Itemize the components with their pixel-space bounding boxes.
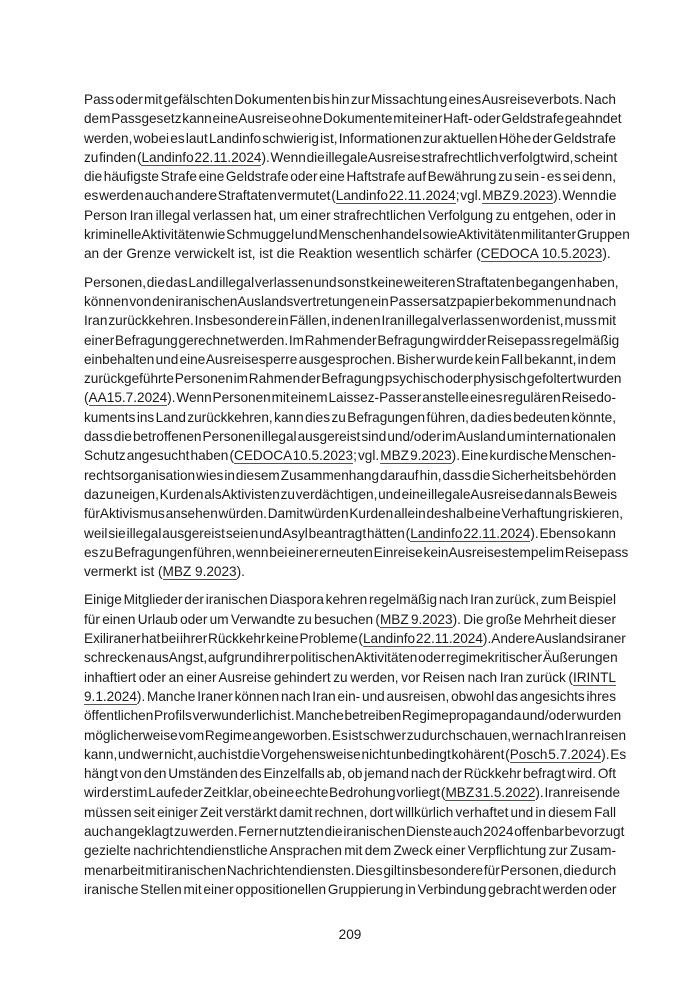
text-line	[84, 466, 616, 485]
citation-link[interactable]: MBZ 9.2023	[380, 448, 452, 464]
page-number: 209	[338, 927, 362, 942]
text-segment: ).	[236, 564, 245, 580]
text-segment: inhaftiert oder an einer Ausreise gehindert zu werden, vor Reisen nach Iran zurück (	[84, 669, 573, 685]
text-line	[84, 590, 616, 609]
text-line	[84, 292, 616, 311]
text-line	[84, 129, 616, 148]
text-line	[84, 485, 616, 504]
text-segment: ; vgl.	[353, 448, 381, 464]
text-segment: an der Grenze verwickelt ist, ist die Reaktion wesentlich schärfer (	[84, 246, 481, 262]
citation-link[interactable]: Landinfo 22.11.2024	[335, 188, 456, 204]
text-line	[84, 524, 616, 543]
text-segment: dem Passgesetz kann eine Ausreise ohne Dokumente mit einer Haft- oder Geldstrafe geahndet	[84, 111, 622, 127]
text-line	[84, 504, 624, 523]
citation-link[interactable]: Landinfo 22.11.2024	[410, 525, 531, 541]
text-segment: öffentlichen Profils verwunderlich ist. Manche betreiben Regimepropaganda und/oder wurden	[84, 708, 622, 724]
text-segment: einer Befragung gerechnet werden. Im Rahmen der Befragung wird der Reisepass regelmäßig	[84, 332, 620, 348]
text-segment: es zu Befragungen führen, wenn bei einer erneuten Einreise kein Ausreisestempel im Reisepass	[84, 544, 629, 560]
citation-link[interactable]: MBZ 9.2023	[162, 564, 237, 580]
text-line	[84, 225, 630, 244]
text-line	[84, 388, 616, 407]
citation-link[interactable]: AA 15.7.2024	[88, 390, 168, 406]
text-segment: auch angeklagt zu werden. Ferner nutzten die iranischen Dienste auch 2024 offenbar bevorzugt	[84, 823, 625, 839]
text-segment: Person Iran illegal verlassen hat, um einer strafrechtlichen Verfolgung zu entgehen, oder in	[84, 207, 616, 223]
text-line	[84, 543, 629, 562]
citation-link[interactable]: Posch 5.7.2024	[509, 746, 602, 762]
text-segment: ). Iranreisende	[535, 785, 621, 801]
citation-link[interactable]: MBZ 31.5.2022	[445, 785, 536, 801]
text-segment: für einen Urlaub oder um Verwandte zu besuchen (	[84, 611, 380, 627]
text-line	[84, 148, 616, 167]
text-segment: gezielte nachrichtendienstliche Ansprachen mit dem Zweck einer Verpflichtung zur Zusam-	[84, 843, 616, 859]
text-segment: ). Wenn die	[553, 188, 617, 204]
citation-link[interactable]: IRINTL	[572, 669, 616, 685]
text-line	[84, 206, 616, 225]
text-segment: weil sie illegal ausgereist seien und Asyl beantragt hätten (	[84, 525, 411, 541]
text-line	[84, 861, 616, 880]
text-segment: Exiliraner hat bei ihrer Rückkehr keine Probleme (	[84, 631, 363, 647]
text-line	[84, 706, 622, 725]
text-line	[84, 331, 620, 350]
text-segment: kuments ins Land zurückkehren, kann dies zu Befragungen führen, da dies bedeuten könnte,	[84, 409, 616, 425]
citation-link[interactable]: CEDOCA 10.5.2023	[234, 448, 354, 464]
text-segment: (	[84, 390, 89, 406]
text-line	[84, 629, 626, 648]
citation-link[interactable]: 9.1.2024	[84, 688, 137, 704]
text-line	[84, 880, 616, 899]
text-segment: für Aktivismus ansehen würden. Damit würden Kurden allein deshalb eine Verhaftung riskieren,	[84, 506, 624, 522]
text-segment: möglicherweise vom Regime angeworben. Es ist schwer zu durchschauen, wer nach Iran reisen	[84, 727, 627, 743]
text-segment: wird erst im Laufe der Zeit klar, ob eine echte Bedrohung vorliegt (	[84, 785, 446, 801]
text-segment: kann, und wer nicht, auch ist die Vorgehensweise nicht unbedingt kohärent (	[84, 746, 510, 762]
text-segment: ).	[602, 246, 611, 262]
citation-link[interactable]: CEDOCA 10.5.2023	[480, 246, 603, 262]
text-line	[84, 648, 616, 667]
text-segment: ). Ebenso kann	[530, 525, 616, 541]
text-line	[84, 186, 616, 205]
paragraph	[84, 273, 629, 582]
text-line	[84, 610, 616, 629]
text-line	[84, 109, 622, 128]
text-line	[84, 668, 616, 687]
text-segment: einbehalten und eine Ausreisesperre ausgesprochen. Bisher wurde kein Fall bekannt, in dem	[84, 351, 616, 367]
text-segment: ). Wenn die illegale Ausreise strafrechtlich verfolgt wird, scheint	[261, 149, 618, 165]
text-line	[84, 783, 621, 802]
text-segment: menarbeit mit iranischen Nachrichtendiensten. Dies gilt insbesondere für Personen, die durch	[84, 862, 617, 878]
text-line	[84, 803, 616, 822]
text-segment: ). Die große Mehrheit dieser	[452, 611, 616, 627]
text-line	[84, 745, 627, 764]
text-line	[84, 167, 616, 186]
text-line	[84, 841, 616, 860]
text-line	[84, 446, 616, 465]
citation-link[interactable]: Landinfo 22.11.2024	[141, 149, 262, 165]
text-line	[84, 273, 619, 292]
text-line	[84, 562, 616, 581]
text-segment: schrecken aus Angst, aufgrund ihrer politischen Aktivitäten oder regimekritischer Äußerungen	[84, 650, 618, 666]
text-segment: dass die betroffenen Personen illegal ausgereist sind und/oder im Ausland um internationalen	[84, 429, 616, 445]
text-segment: rechtsorganisation wies in diesem Zusammenhang darauf hin, dass die Sicherheitsbehörden	[84, 467, 617, 483]
text-segment: ). Es	[601, 746, 627, 762]
text-segment: dazu neigen, Kurden als Aktivisten zu verdächtigen, und eine illegale Ausreise dann als Beweis	[84, 486, 618, 502]
text-segment: ). Wenn Personen mit einem Laissez-Passer anstelle eines regulären Reisedo-	[167, 390, 616, 406]
text-segment: ). Andere Auslandsiraner	[482, 631, 626, 647]
text-segment: vermerkt ist (	[84, 564, 163, 580]
citation-link[interactable]: MBZ 9.2023	[379, 611, 453, 627]
document-body	[84, 90, 630, 908]
text-segment: Iran zurückkehren. Insbesondere in Fällen, in denen Iran illegal verlassen worden ist, muss mit	[84, 313, 616, 329]
text-segment: hängt von den Umständen des Einzelfalls ab, ob jemand nach der Rückkehr befragt wird. Oft	[84, 766, 616, 782]
text-line	[84, 726, 627, 745]
text-segment: werden, wobei es laut Landinfo schwierig ist, Informationen zur aktuellen Höhe der Geldstrafe	[84, 130, 616, 146]
paragraph	[84, 90, 630, 264]
text-line	[84, 687, 616, 706]
text-segment: können von den iranischen Auslandsvertretungen ein Passersatzpapier bekommen und nach	[84, 293, 617, 309]
paragraph	[84, 590, 627, 899]
text-segment: müssen seit einiger Zeit verstärkt damit rechnen, dort willkürlich verhaftet und in diesem Fall	[84, 804, 616, 820]
text-segment: zu finden (	[84, 149, 142, 165]
text-segment: ). Eine kurdische Menschen-	[451, 448, 617, 464]
text-line	[84, 822, 625, 841]
text-line	[84, 311, 616, 330]
citation-link[interactable]: MBZ 9.2023	[482, 188, 554, 204]
text-line	[84, 244, 616, 263]
text-segment: kriminelle Aktivitäten wie Schmuggel und Menschenhandel sowie Aktivitäten militanter Gruppen	[84, 227, 630, 243]
text-segment: Schutz angesucht haben (	[84, 448, 235, 464]
text-segment: zurückgeführte Personen im Rahmen der Befragung psychisch oder physisch gefoltert wurden	[84, 371, 622, 387]
text-line	[84, 764, 616, 783]
text-line	[84, 90, 616, 109]
text-line	[84, 350, 616, 369]
text-segment: die häufigste Strafe eine Geldstrafe oder eine Haftstrafe auf Bewährung zu sein - es sei denn,	[84, 169, 616, 185]
text-segment: ; vgl.	[455, 188, 483, 204]
text-line	[84, 408, 616, 427]
text-segment: Pass oder mit gefälschten Dokumenten bis hin zur Missachtung eines Ausreiseverbots. Nach	[84, 92, 616, 107]
text-segment: Einige Mitglieder der iranischen Diaspora kehren regelmäßig nach Iran zurück, zum Beispiel	[84, 592, 616, 608]
text-line	[84, 369, 622, 388]
citation-link[interactable]: Landinfo 22.11.2024	[362, 631, 483, 647]
text-line	[84, 427, 616, 446]
text-segment: Personen, die das Land illegal verlassen und sonst keine weiteren Straftaten begangen haben,	[84, 274, 619, 290]
text-segment: ). Manche Iraner können nach Iran ein- und ausreisen, obwohl das angesichts ihres	[136, 688, 616, 704]
text-segment: iranische Stellen mit einer oppositionellen Gruppierung in Verbindung gebracht werden oder	[84, 881, 617, 897]
text-segment: es werden auch andere Straftaten vermutet (	[84, 188, 336, 204]
